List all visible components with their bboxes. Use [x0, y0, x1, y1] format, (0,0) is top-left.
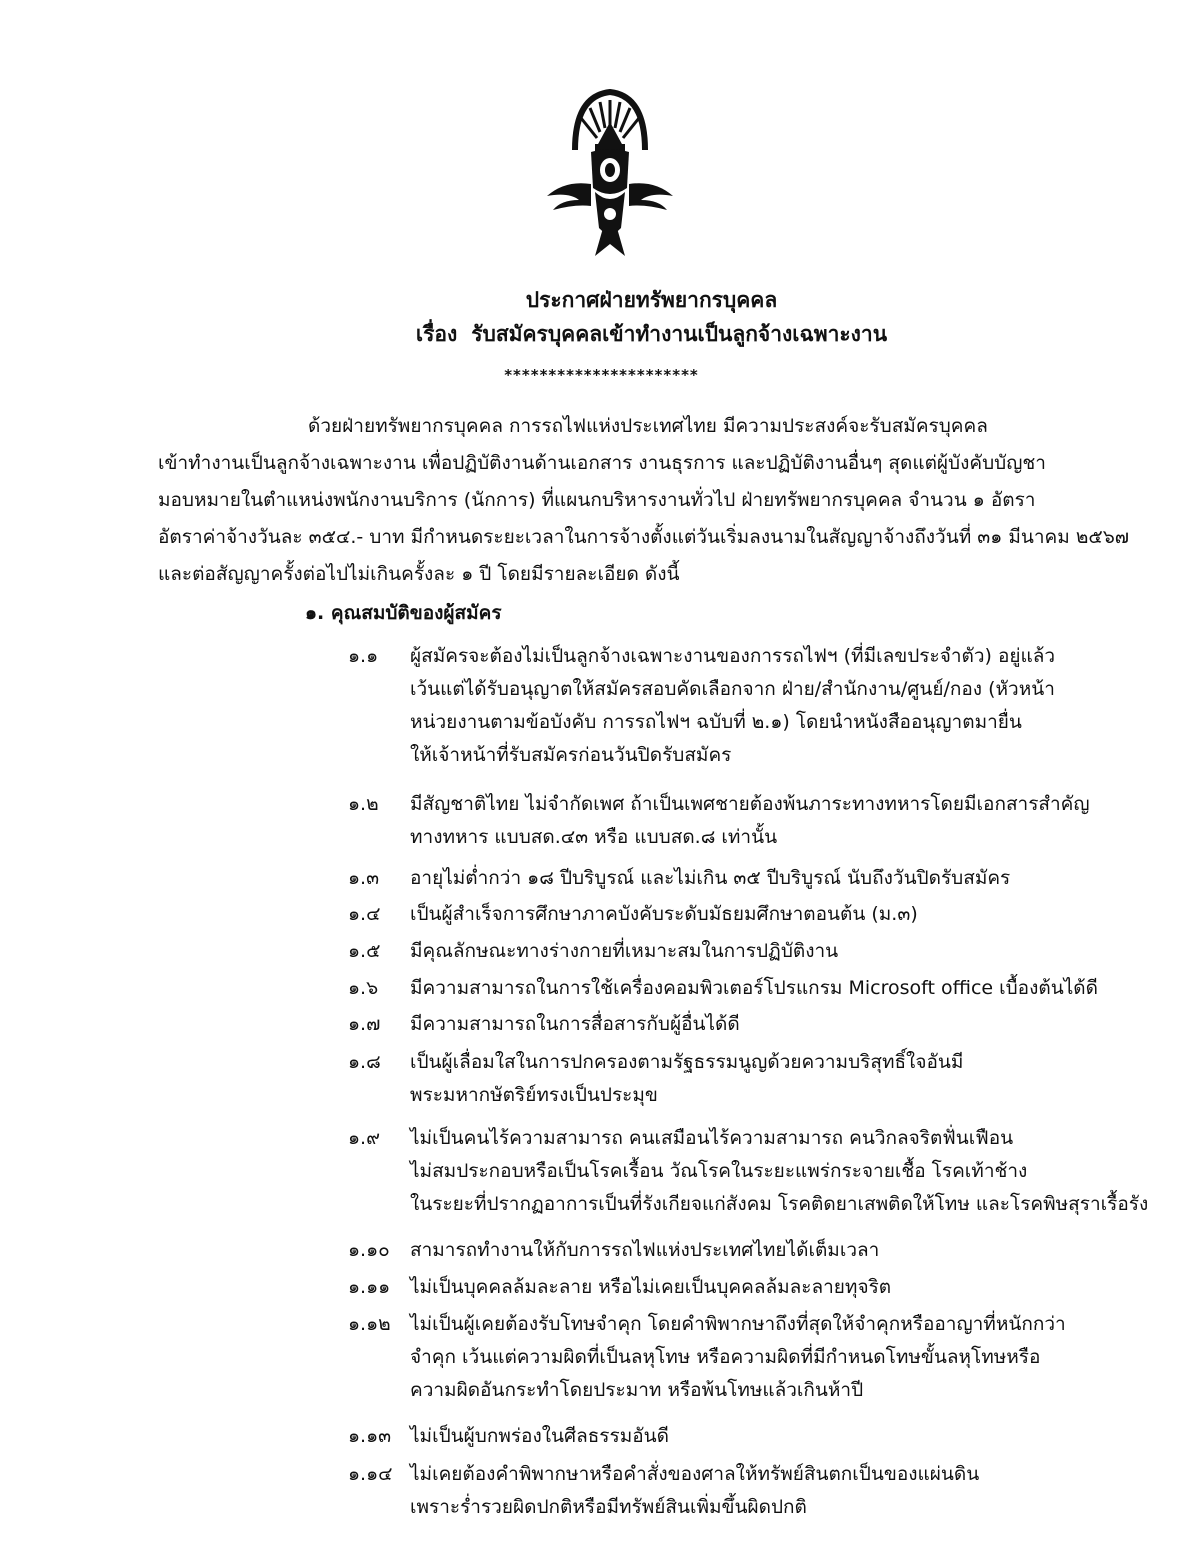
item-text: เว้นแต่ได้รับอนุญาตให้สมัครสอบคัดเลือกจาก ฝ่าย/สำนักงาน/ศูนย์/กอง (หัวหน้า: [410, 678, 1055, 700]
item-text: มีสัญชาติไทย ไม่จำกัดเพศ ถ้าเป็นเพศชายต้องพ้นภาระทางทหารโดยมีเอกสารสำคัญ: [410, 793, 1090, 815]
item-number: ๑.๗: [348, 1013, 381, 1035]
item-text: ไม่เป็นผู้เคยต้องรับโทษจำคุก โดยคำพิพากษาถึงที่สุดให้จำคุกหรืออาญาที่หนักกว่า: [410, 1313, 1066, 1335]
qualification-item: [348, 640, 1148, 772]
qualification-item: [348, 1234, 1148, 1267]
intro-line: อัตราค่าจ้างวันละ ๓๕๔.- บาท มีกำหนดระยะเวลาในการจ้างตั้งแต่วันเริ่มลงนามในสัญญาจ้างถึงวันที่ ๓๑ มีนาคม ๒๕๖๗: [158, 526, 1130, 548]
item-text: มีความสามารถในการสื่อสารกับผู้อื่นได้ดี: [410, 1013, 740, 1035]
item-text: พระมหากษัตริย์ทรงเป็นประมุข: [410, 1084, 658, 1106]
intro-paragraph: [158, 408, 1148, 593]
item-number: ๑.๑๐: [348, 1239, 390, 1261]
item-number: ๑.๕: [348, 940, 381, 962]
intro-line: มอบหมายในตำแหน่งพนักงานบริการ (นักการ) ที่แผนกบริหารงานทั่วไป ฝ่ายทรัพยากรบุคคล จำนวน ๑ อัตรา: [158, 489, 1036, 511]
item-text: หน่วยงานตามข้อบังคับ การรถไฟฯ ฉบับที่ ๒.๑) โดยนำหนังสืออนุญาตมายื่น: [410, 711, 1022, 733]
item-text: เพราะร่ำรวยผิดปกติหรือมีทรัพย์สินเพิ่มขึ้นผิดปกติ: [410, 1496, 807, 1518]
intro-line: และต่อสัญญาครั้งต่อไปไม่เกินครั้งละ ๑ ปี โดยมีรายละเอียด ดังนี้: [158, 563, 680, 585]
item-number: ๑.๑๓: [348, 1425, 392, 1447]
qualification-item: [348, 1008, 1148, 1041]
item-text: เป็นผู้สำเร็จการศึกษาภาคบังคับระดับมัธยมศึกษาตอนต้น (ม.๓): [410, 903, 918, 925]
qualification-item: [348, 972, 1148, 1005]
item-text: ไม่เป็นผู้บกพร่องในศีลธรรมอันดี: [410, 1425, 669, 1447]
item-text: เป็นผู้เลื่อมใสในการปกครองตามรัฐธรรมนูญด้วยความบริสุทธิ์ใจอันมี: [410, 1051, 964, 1073]
item-text: จำคุก เว้นแต่ความผิดที่เป็นลหุโทษ หรือความผิดที่มีกำหนดโทษขั้นลหุโทษหรือ: [410, 1346, 1041, 1368]
item-number: ๑.๖: [348, 977, 379, 999]
qualification-item: [348, 935, 1148, 968]
item-text: ผู้สมัครจะต้องไม่เป็นลูกจ้างเฉพาะงานของการรถไฟฯ (ที่มีเลขประจำตัว) อยู่แล้ว: [410, 645, 1056, 667]
item-text: ไม่เคยต้องคำพิพากษาหรือคำสั่งของศาลให้ทรัพย์สินตกเป็นของแผ่นดิน: [410, 1463, 980, 1485]
announcement-subject-line: [50, 318, 1203, 351]
item-text: ความผิดอันกระทำโดยประมาท หรือพ้นโทษแล้วเกินห้าปี: [410, 1379, 864, 1401]
item-text: มีคุณลักษณะทางร่างกายที่เหมาะสมในการปฏิบัติงาน: [410, 940, 839, 962]
item-text: ไม่เป็นคนไร้ความสามารถ คนเสมือนไร้ความสามารถ คนวิกลจริตฟั่นเฟือน: [410, 1127, 1014, 1149]
item-text: มีความสามารถในการใช้เครื่องคอมพิวเตอร์โปรแกรม Microsoft office เบื้องต้นได้ดี: [410, 977, 1098, 999]
item-number: ๑.๘: [348, 1051, 381, 1073]
qualification-item: [348, 788, 1148, 854]
item-text: ในระยะที่ปรากฏอาการเป็นที่รังเกียจแก่สังคม โรคติดยาเสพติดให้โทษ และโรคพิษสุราเรื้อรัง: [410, 1193, 1149, 1215]
subject-label: เรื่อง: [415, 322, 458, 346]
intro-line: ด้วยฝ่ายทรัพยากรบุคคล การรถไฟแห่งประเทศไทย มีความประสงค์จะรับสมัครบุคคล: [308, 415, 988, 437]
intro-line: เข้าทำงานเป็นลูกจ้างเฉพาะงาน เพื่อปฏิบัติงานด้านเอกสาร งานธุรการ และปฏิบัติงานอื่นๆ สุดแต่ผู้บังคับบัญชา: [158, 452, 1046, 474]
subject-text: รับสมัครบุคคลเข้าทำงานเป็นลูกจ้างเฉพาะงาน: [471, 322, 888, 346]
qualification-item: [348, 1122, 1148, 1221]
item-number: ๑.๑๔: [348, 1463, 393, 1485]
item-text: ไม่สมประกอบหรือเป็นโรคเรื้อน วัณโรคในระยะแพร่กระจายเชื้อ โรคเท้าช้าง: [410, 1160, 1028, 1182]
item-number: ๑.๑๒: [348, 1313, 391, 1335]
qualification-item: [348, 1308, 1148, 1407]
qualification-item: [348, 898, 1148, 931]
announcement-title: ประกาศฝ่ายทรัพยากรบุคคล: [525, 288, 778, 312]
qualification-item: [348, 1046, 1148, 1112]
item-text: สามารถทำงานให้กับการรถไฟแห่งประเทศไทยได้เต็มเวลา: [410, 1239, 880, 1261]
item-number: ๑.๔: [348, 903, 381, 925]
qualification-item: [348, 862, 1148, 895]
section-heading-qualifications: ๑. คุณสมบัติของผู้สมัคร: [305, 602, 502, 624]
item-text: ให้เจ้าหน้าที่รับสมัครก่อนวันปิดรับสมัคร: [410, 744, 732, 766]
item-text: อายุไม่ต่ำกว่า ๑๘ ปีบริบูรณ์ และไม่เกิน ๓๕ ปีบริบูรณ์ นับถึงวันปิดรับสมัคร: [410, 867, 1011, 889]
srt-emblem-logo: [545, 88, 675, 263]
item-number: ๑.๙: [348, 1127, 381, 1149]
qualification-item: [348, 1271, 1148, 1304]
qualification-item: [348, 1458, 1148, 1524]
item-text: ทางทหาร แบบสด.๔๓ หรือ แบบสด.๘ เท่านั้น: [410, 826, 778, 848]
separator-asterisks: **********************: [504, 366, 699, 384]
item-number: ๑.๓: [348, 867, 380, 889]
item-number: ๑.๒: [348, 793, 379, 815]
item-number: ๑.๑: [348, 645, 379, 667]
item-text: ไม่เป็นบุคคลล้มละลาย หรือไม่เคยเป็นบุคคลล้มละลายทุจริต: [410, 1276, 892, 1298]
item-number: ๑.๑๑: [348, 1276, 391, 1298]
qualification-item: [348, 1420, 1148, 1453]
